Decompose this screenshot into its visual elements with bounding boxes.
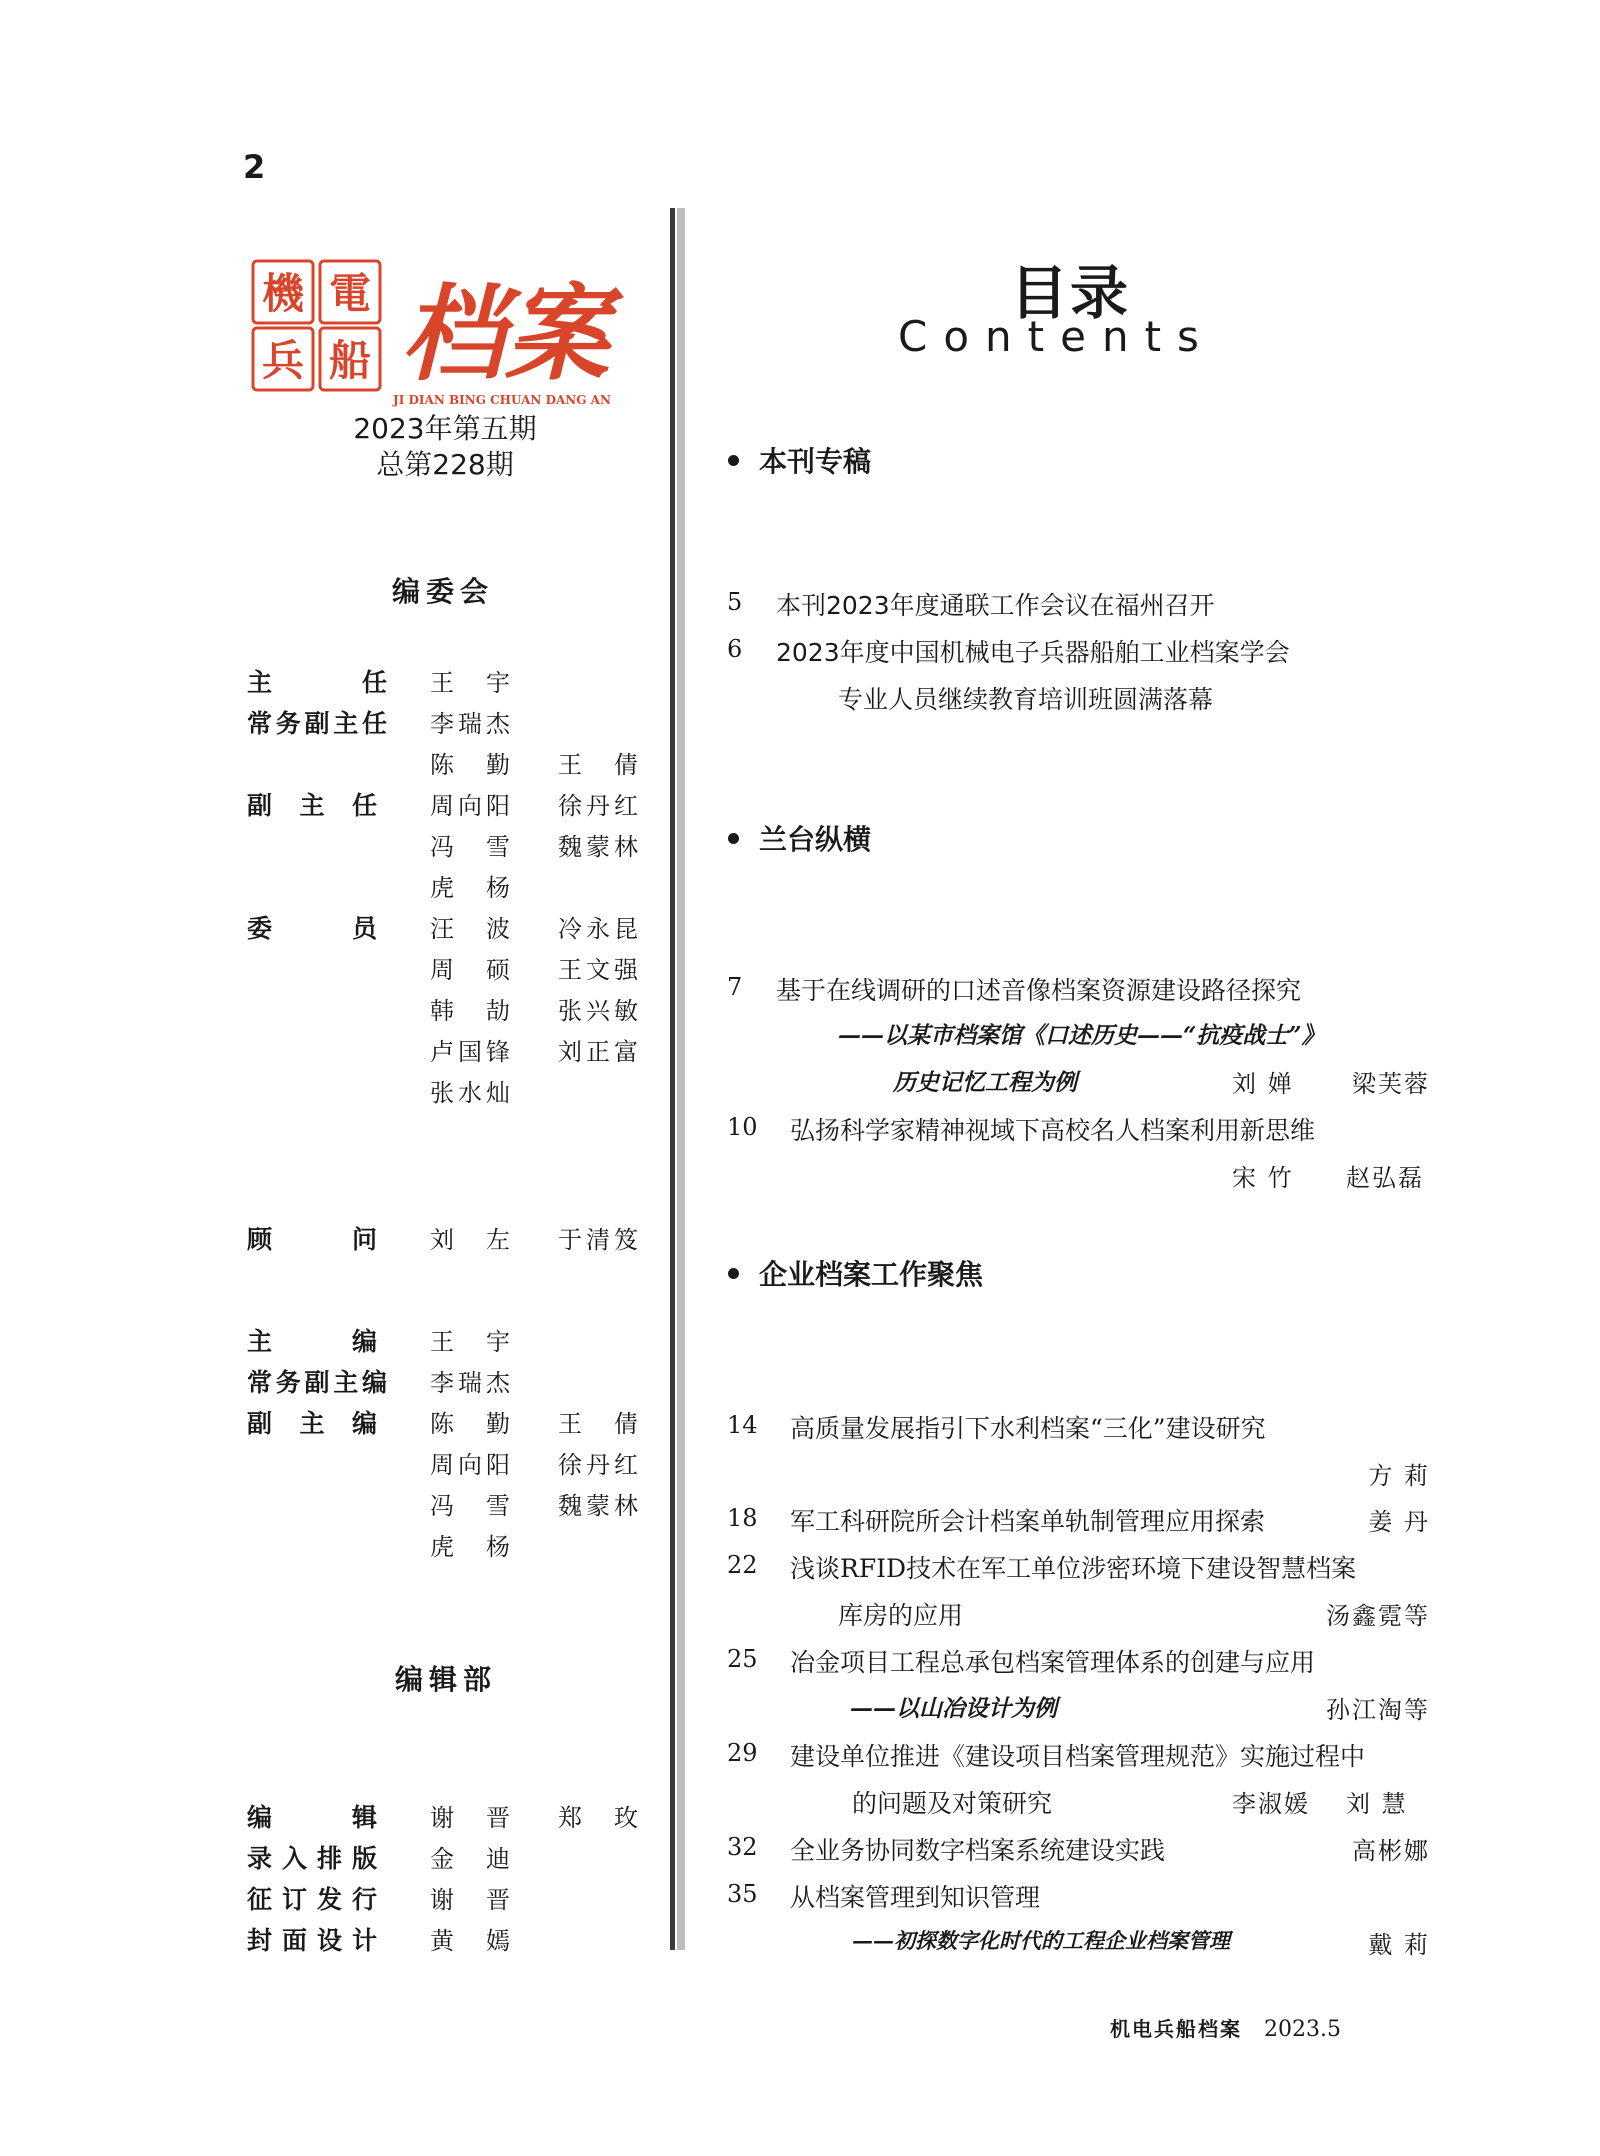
toc-section-label: 企业档案工作聚焦 xyxy=(759,1258,984,1291)
column-divider-shadow xyxy=(677,208,685,1950)
toc-page-number: 25 xyxy=(727,1645,758,1673)
logo-seal-char-3: 兵 xyxy=(261,336,305,385)
editor-role: 常务副主编 xyxy=(247,1368,387,1397)
toc-entry-title-cont[interactable]: 专业人员继续教育培训班圆满落幕 xyxy=(838,685,1214,714)
editor-member: 魏蒙林 xyxy=(558,1492,638,1520)
toc-entry-author: 高彬娜 xyxy=(1352,1837,1430,1865)
bullet-icon xyxy=(728,833,739,844)
committee-member: 冯雪 xyxy=(430,833,510,861)
toc-entry-author: 赵弘磊 xyxy=(1346,1164,1424,1192)
toc-section-label: 兰台纵横 xyxy=(759,823,872,856)
committee-member: 张兴敏 xyxy=(558,997,638,1025)
logo-pinyin: JI DIAN BING CHUAN DANG AN xyxy=(393,393,611,407)
toc-page-number: 18 xyxy=(727,1504,758,1532)
logo-seal-char-4: 船 xyxy=(328,336,372,385)
toc-entry-title-cont[interactable]: 的问题及对策研究 xyxy=(852,1789,1053,1818)
toc-entry-subtitle-cont: 历史记忆工程为例 xyxy=(893,1069,1077,1096)
committee-member: 周向阳 xyxy=(430,792,510,820)
committee-role: 副主任 xyxy=(247,791,377,820)
logo-calligraphy: 档案 xyxy=(400,272,610,395)
toc-page-number: 6 xyxy=(727,635,743,663)
toc-entry-title[interactable]: 弘扬科学家精神视域下高校名人档案利用新思维 xyxy=(790,1116,1316,1145)
toc-entry-title[interactable]: 冶金项目工程总承包档案管理体系的创建与应用 xyxy=(790,1648,1316,1677)
toc-entry-author: 姜 丹 xyxy=(1368,1508,1430,1536)
committee-heading: 编委会 xyxy=(392,575,495,608)
toc-page-number: 32 xyxy=(727,1833,758,1861)
editorial-role: 征订发行 xyxy=(247,1885,377,1914)
committee-role: 常务副主任 xyxy=(247,709,387,738)
toc-section-heading xyxy=(728,1253,983,1293)
editorial-member: 谢晋 xyxy=(430,1804,510,1832)
committee-role: 委员 xyxy=(247,914,377,943)
editor-role: 副主编 xyxy=(247,1409,377,1438)
toc-page-number: 14 xyxy=(727,1411,758,1439)
footer-magazine-name: 机电兵船档案 xyxy=(1110,2017,1242,2041)
toc-entry-title[interactable]: 基于在线调研的口述音像档案资源建设路径探究 xyxy=(776,976,1302,1005)
editor-member: 李瑞杰 xyxy=(430,1369,510,1397)
toc-entry-subtitle: ——初探数字化时代的工程企业档案管理 xyxy=(852,1928,1230,1953)
toc-entry-author: 宋 竹 xyxy=(1232,1164,1294,1192)
toc-page-number: 5 xyxy=(727,588,743,616)
toc-entry-title[interactable]: 建设单位推进《建设项目档案管理规范》实施过程中 xyxy=(790,1742,1366,1771)
toc-entry-subtitle: ——以山冶设计为例 xyxy=(850,1695,1057,1722)
editor-member: 王宇 xyxy=(430,1328,510,1356)
committee-member: 卢国锋 xyxy=(430,1038,510,1066)
advisor-member: 刘左 xyxy=(430,1226,510,1254)
total-issue-number: 总第228期 xyxy=(376,448,514,481)
toc-entry-title[interactable]: 本刊2023年度通联工作会议在福州召开 xyxy=(776,591,1215,620)
editor-member: 虎杨 xyxy=(430,1533,510,1561)
committee-member: 汪波 xyxy=(430,915,510,943)
toc-entry-title[interactable]: 高质量发展指引下水利档案“三化”建设研究 xyxy=(790,1414,1266,1443)
bullet-icon xyxy=(728,455,739,466)
editor-role: 主编 xyxy=(247,1327,377,1356)
editorial-role: 录入排版 xyxy=(247,1844,377,1873)
toc-section-label: 本刊专稿 xyxy=(759,445,872,478)
editorial-member: 谢晋 xyxy=(430,1886,510,1914)
page-footer xyxy=(1110,2013,1341,2042)
toc-entry-author: 刘 慧 xyxy=(1346,1790,1408,1818)
committee-member: 冷永昆 xyxy=(558,915,638,943)
toc-page-number: 29 xyxy=(727,1739,758,1767)
toc-title: 目录 xyxy=(1010,259,1131,327)
toc-entry-author: 梁芙蓉 xyxy=(1352,1070,1430,1098)
editor-member: 徐丹红 xyxy=(558,1451,638,1479)
toc-entry-title[interactable]: 全业务协同数字档案系统建设实践 xyxy=(790,1836,1166,1865)
committee-member: 魏蒙林 xyxy=(558,833,638,861)
toc-page-number: 35 xyxy=(727,1880,758,1908)
committee-member: 王倩 xyxy=(558,751,638,779)
editor-member: 陈勤 xyxy=(430,1410,510,1438)
committee-member: 虎杨 xyxy=(430,874,510,902)
committee-member: 王宇 xyxy=(430,669,510,697)
logo-seal-char-2: 電 xyxy=(328,269,372,318)
editor-member: 冯雪 xyxy=(430,1492,510,1520)
committee-member: 张水灿 xyxy=(430,1079,510,1107)
editorial-role: 封面设计 xyxy=(247,1926,377,1955)
committee-member: 王文强 xyxy=(558,956,638,984)
column-divider xyxy=(670,208,675,1950)
toc-page-number: 7 xyxy=(727,973,743,1001)
editor-member: 周向阳 xyxy=(430,1451,510,1479)
editorial-member: 金迪 xyxy=(430,1845,510,1873)
editorial-member: 黄嫣 xyxy=(430,1927,510,1955)
toc-entry-subtitle: ——以某市档案馆《口述历史——“抗疫战士”》 xyxy=(838,1022,1325,1049)
toc-entry-title-cont[interactable]: 库房的应用 xyxy=(838,1601,964,1630)
toc-entry-author: 方 莉 xyxy=(1368,1462,1430,1490)
advisor-role: 顾问 xyxy=(247,1225,377,1254)
toc-section-heading xyxy=(728,440,871,480)
editorial-member: 郑玫 xyxy=(558,1804,638,1832)
editorial-role: 编辑 xyxy=(247,1803,377,1832)
magazine-logo xyxy=(250,258,630,408)
toc-entry-title[interactable]: 从档案管理到知识管理 xyxy=(790,1883,1041,1912)
footer-issue: 2023.5 xyxy=(1264,2017,1341,2042)
toc-subtitle: Contents xyxy=(898,312,1215,361)
editorial-heading: 编辑部 xyxy=(395,1663,498,1696)
toc-entry-author: 汤鑫霓等 xyxy=(1326,1602,1430,1630)
toc-section-heading xyxy=(728,818,871,858)
bullet-icon xyxy=(728,1268,739,1279)
committee-member: 韩劼 xyxy=(430,997,510,1025)
committee-member: 陈勤 xyxy=(430,751,510,779)
page-number: 2 xyxy=(243,148,266,186)
toc-page-number: 22 xyxy=(727,1551,758,1579)
toc-page-number: 10 xyxy=(727,1113,758,1141)
toc-entry-author: 李淑媛 xyxy=(1232,1790,1310,1818)
committee-member: 李瑞杰 xyxy=(430,710,510,738)
toc-entry-author: 孙江淘等 xyxy=(1326,1696,1430,1724)
advisor-member: 于清笈 xyxy=(558,1226,638,1254)
toc-entry-author: 刘 婵 xyxy=(1232,1070,1294,1098)
logo-graphic xyxy=(250,258,630,408)
committee-member: 刘正富 xyxy=(558,1038,638,1066)
editor-member: 王倩 xyxy=(558,1410,638,1438)
toc-entry-title[interactable]: 军工科研院所会计档案单轨制管理应用探索 xyxy=(790,1507,1266,1536)
toc-entry-title[interactable]: 浅谈RFID技术在军工单位涉密环境下建设智慧档案 xyxy=(790,1554,1357,1583)
committee-member: 周硕 xyxy=(430,956,510,984)
issue-number: 2023年第五期 xyxy=(353,412,537,445)
logo-seal-char-1: 機 xyxy=(261,269,305,318)
committee-member: 徐丹红 xyxy=(558,792,638,820)
committee-role: 主任 xyxy=(247,668,387,697)
toc-entry-author: 戴 莉 xyxy=(1368,1931,1430,1959)
toc-entry-title[interactable]: 2023年度中国机械电子兵器船舶工业档案学会 xyxy=(776,638,1290,667)
